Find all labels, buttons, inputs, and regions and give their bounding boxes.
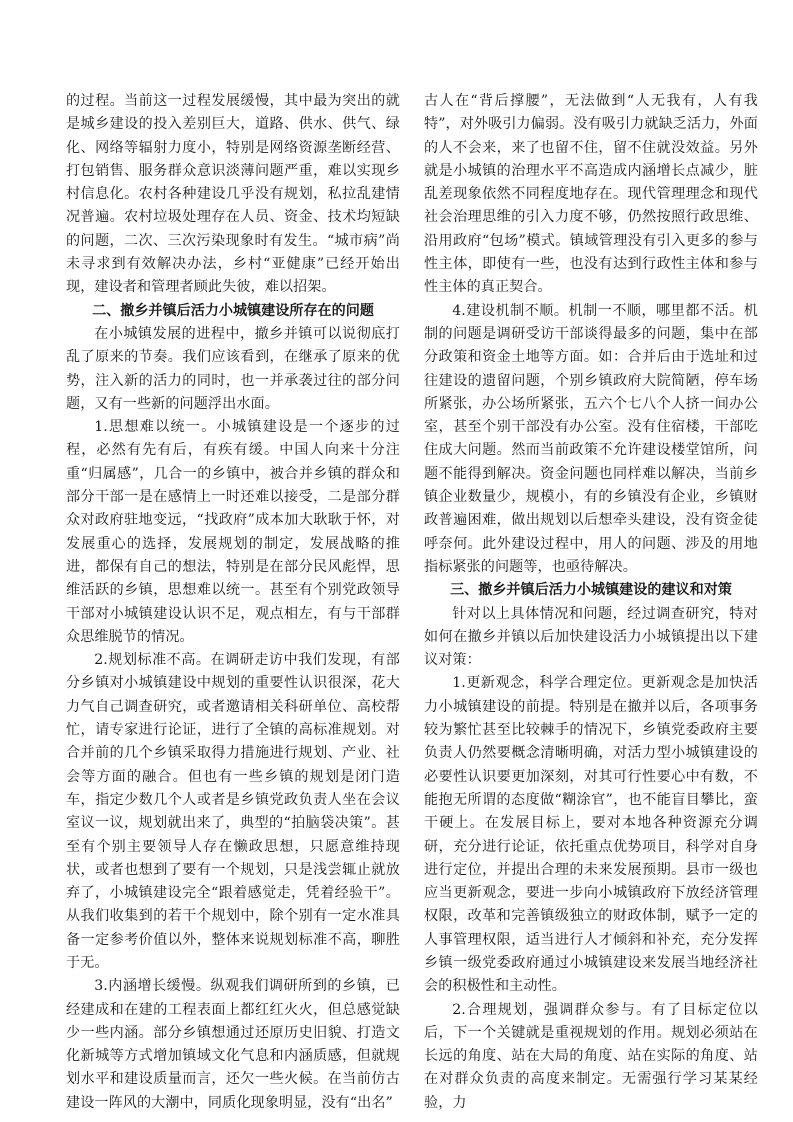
- paragraph: 古人在“背后撑腰”，无法做到“人无我有，人有我特”，对外吸引力偏弱。没有吸引力就缺乏活力，外面的人不会来，来了也留不住，留不住就没效益。另外就是小城镇的治理水平不高造成内涵增长点减少，脏乱差现象依然不同程度地存在。现代管理理念和现代社会治理思维的引入力度不够，仍然按照行政思维、沿用政府“包场”模式。镇域管理没有引入更多的参与性主体，即使有一些，也没有达到行政性主体和参与性主体的真正契合。: [424, 93, 758, 296]
- paragraph: 2.规划标准不高。在调研走访中我们发现，有部分乡镇对小城镇建设中规划的重要性认识很深，花大力气自己调查研究，或者邀请相关科研单位、高校帮忙，请专家进行论证，进行了全镇的高标准规划。对合并前的几个乡镇采取得力措施进行规划、产业、社会等方面的融合。但也有一些乡镇的规划是闭门造车，指定少数几个人或者是乡镇党政负责人坐在会议室议一议，规划就出来了，典型的“拍脑袋决策”。甚至有个别主要领导人存在懒政思想，只愿意维持现状，或者也想到了要有一个规划，只是浅尝辄止就放弃了，小城镇建设完全“跟着感觉走，凭着经验干”。从我们收集到的若干个规划中，除个别有一定水准具备一定参考价值以外，整体来说规划标准不高，聊胜于无。: [66, 652, 400, 971]
- section-heading: 三、撤乡并镇后活力小城镇建设的建议和对策: [450, 582, 732, 599]
- left-column: [66, 90, 400, 1122]
- paragraph: 1.思想难以统一。小城镇建设是一个逐步的过程，必然有先有后，有疾有缓。中国人向来十分注重“归属感”，几合一的乡镇中，被合并乡镇的群众和部分干部一是在感情上一时还难以接受，二是部分群众对政府驻地变远，“找政府”成本加大耿耿于怀，对发展重心的选择，发展规划的制定，发展战略的推进，都保有自己的想法，特别是在部分民风彪悍，思维活跃的乡镇，思想难以统一。甚至有个别党政领导干部对小城镇建设认识不足，观点相左，有与干部群众思维脱节的情况。: [66, 419, 400, 645]
- paragraph: 2.合理规划，强调群众参与。有了目标定位以后，下一个关键就是重视规划的作用。规划必须站在长远的角度、站在大局的角度、站在实际的角度、站在对群众负责的高度来制定。无需强行学习某某经验，力: [424, 1001, 758, 1111]
- paragraph: 针对以上具体情况和问题，经过调查研究，特对如何在撤乡并镇以后加快建设活力小城镇提出以下建议对策：: [424, 605, 758, 669]
- paragraph: 1.更新观念，科学合理定位。更新观念是加快活力小城镇建设的前提。特别是在撤并以后，各项事务较为繁忙甚至比较棘手的情况下，乡镇党委政府主要负责人仍然要概念清晰明确，对活力型小城镇建设的必要性认识要更加深刻，对其可行性要心中有数，不能抱无所谓的态度做“糊涂官”，也不能盲目攀比，蛮干硬上。在发展目标上，要对本地各种资源充分调研，充分进行论证，依托重点优势项目，科学对自身进行定位，并提出合理的未来发展预期。县市一级也应当更新观念，要进一步向小城镇政府下放经济管理权限，改革和完善镇级独立的财政体制，赋予一定的人事管理权限，适当进行人才倾斜和补充，充分发挥乡镇一级党委政府通过小城镇建设来发展当地经济社会的积极性和主动性。: [424, 675, 758, 995]
- paragraph: 的过程。当前这一过程发展缓慢，其中最为突出的就是城乡建设的投入差别巨大，道路、供水、供气、绿化、网络等辐射力度小，特别是网络资源垄断经营、打包销售、服务群众意识淡薄问题严重，难以实现乡村信息化。农村各种建设几乎没有规划，私拉乱建情况普遍。农村垃圾处理存在人员、资金、技术均短缺的问题，二次、三次污染现象时有发生。“城市病”尚未寻求到有效解决办法，乡村“亚健康”已经开始出现，建设者和管理者顾此失彼，难以招架。: [66, 93, 400, 296]
- paragraph: 4.建设机制不顺。机制一不顺，哪里都不活。机制的问题是调研受访干部谈得最多的问题，集中在部分政策和资金土地等方面。如：合并后由于选址和过往建设的遗留问题，个别乡镇政府大院简陋，停车场所紧张，办公场所紧张，五六个七八个人挤一间办公室，甚至个别干部没有办公室。没有住宿楼，干部吃住成大问题。然而当前政策不允许建设楼堂馆所，问题不能得到解决。资金问题也同样难以解决，当前乡镇企业数量少，规模小，有的乡镇没有企业，乡镇财政普遍困难，做出规划以后想牵头建设，没有资金徒呼奈何。此外建设过程中，用人的问题、涉及的用地指标紧张的问题等，也亟待解决。: [424, 302, 758, 575]
- paragraph: 在小城镇发展的进程中，撤乡并镇可以说彻底打乱了原来的节奏。我们应该看到，在继承了原来的优势，注入新的活力的同时，也一并承袭过往的部分问题，又有一些新的问题浮出水面。: [66, 325, 400, 412]
- paragraph: 3.内涵增长缓慢。纵观我们调研所到的乡镇，已经建成和在建的工程表面上都红红火火，但总感觉缺少一些内涵。部分乡镇想通过还原历史旧貌、打造文化新城等方式增加镇域文化气息和内涵质感，但就规划水平和建设质量而言，还欠一些火候。在当前仿古建设一阵风的大潮中，同质化现象明显，没有“出名”: [66, 978, 400, 1111]
- right-column: [424, 90, 758, 1122]
- section-heading: 二、撤乡并镇后活力小城镇建设所存在的问题: [92, 302, 374, 319]
